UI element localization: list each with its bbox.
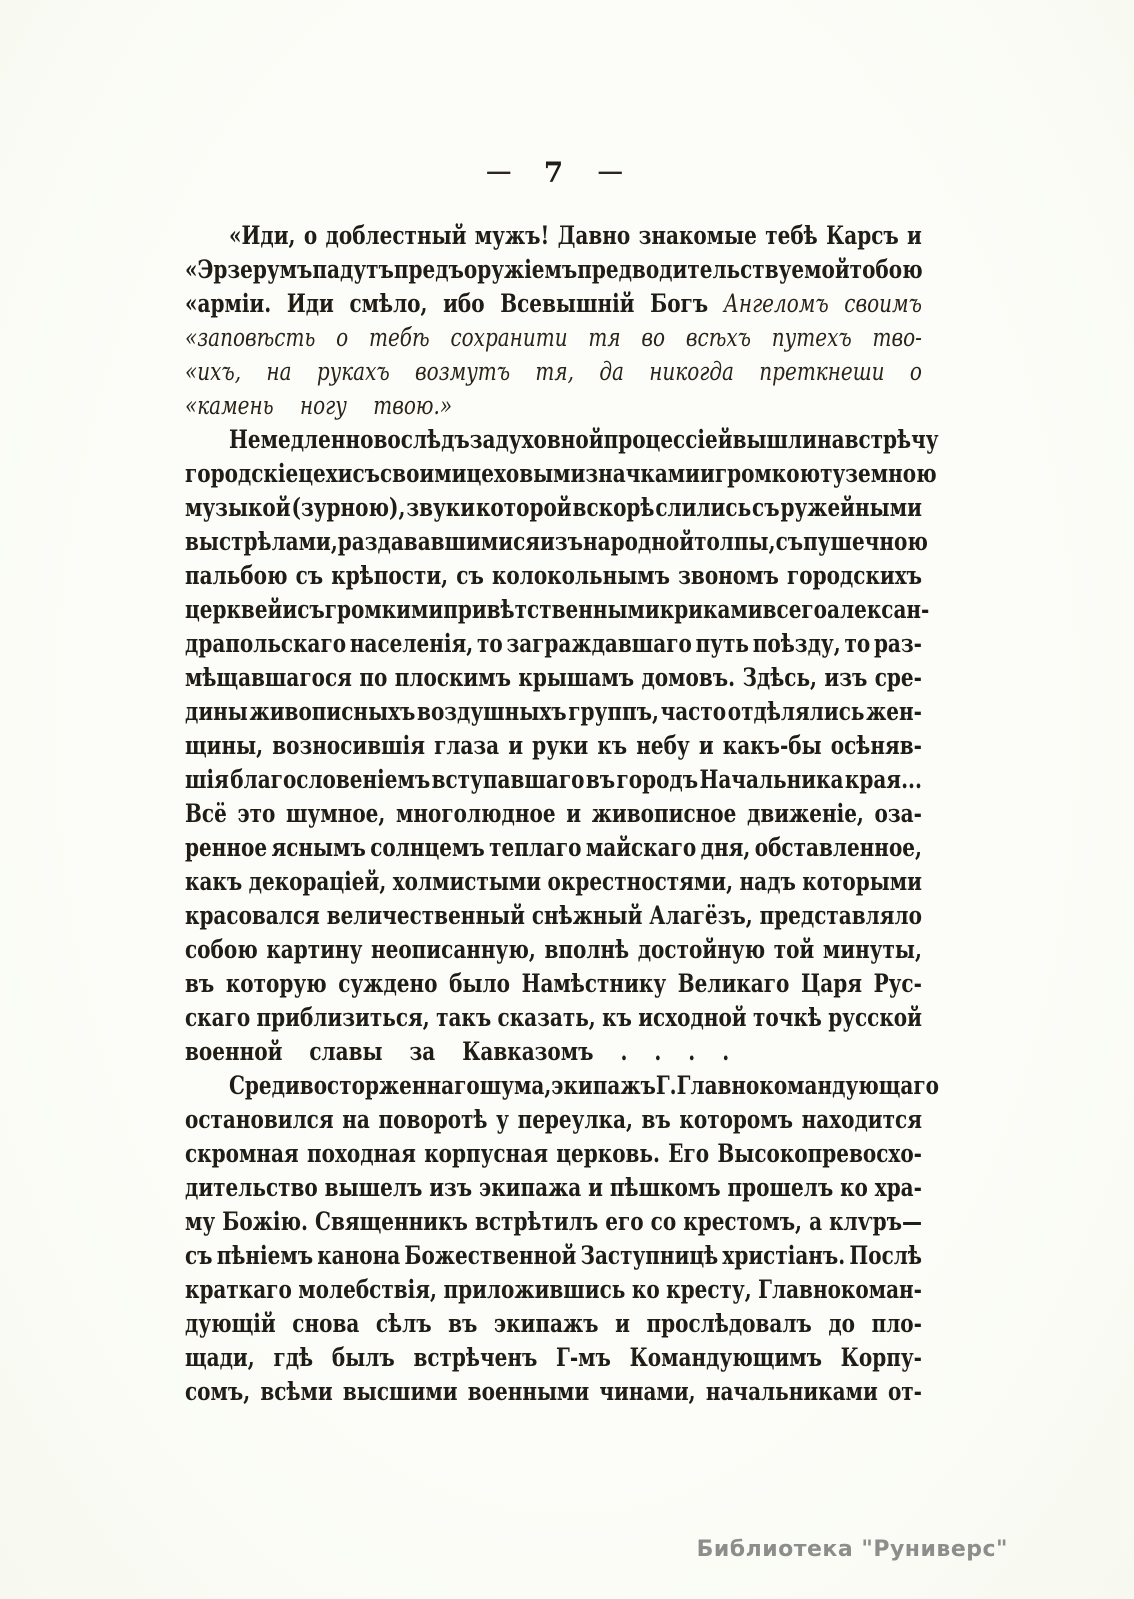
- word: майскаго: [585, 831, 697, 863]
- word: домовъ.: [641, 661, 736, 693]
- word: ко: [840, 1171, 868, 1203]
- word: оружіемъ: [463, 253, 578, 285]
- word: изъ: [824, 661, 868, 693]
- word: Г-мъ: [556, 1341, 611, 1373]
- word: до: [828, 1307, 855, 1339]
- word: глаза: [434, 729, 500, 761]
- word: какъ: [185, 865, 243, 897]
- word: было: [449, 967, 510, 999]
- word: падутъ: [312, 253, 394, 285]
- word: щины,: [185, 729, 264, 761]
- word: встрѣчу: [844, 423, 939, 455]
- word: красовался: [185, 899, 320, 931]
- word: экипажа: [479, 1171, 582, 1203]
- word: его: [605, 1205, 644, 1237]
- word: какъ-бы: [722, 729, 822, 761]
- word: руки: [532, 729, 589, 761]
- word: тво-: [872, 321, 922, 353]
- word: Высокопревосхо-: [717, 1137, 922, 1169]
- word: вышелъ: [324, 1171, 423, 1203]
- word: это: [237, 797, 276, 829]
- word: за: [469, 423, 496, 455]
- word: края...: [844, 763, 922, 795]
- word: колокольнымъ: [491, 559, 671, 591]
- word: то: [476, 627, 503, 659]
- word: ренное: [185, 831, 268, 863]
- word: поворотѣ: [378, 1103, 488, 1135]
- word: крестомъ,: [683, 1205, 803, 1237]
- word: шума,: [479, 1069, 552, 1101]
- word: тобою: [849, 253, 923, 285]
- word: и: [282, 593, 298, 625]
- word: Давно: [557, 219, 631, 251]
- word: съ: [456, 559, 484, 591]
- word: картину: [266, 933, 363, 965]
- word: громкими: [324, 593, 444, 625]
- word: криками: [659, 593, 763, 625]
- word: которомъ: [679, 1103, 793, 1135]
- word: живописныхъ: [249, 695, 416, 727]
- word: никогда: [649, 355, 734, 387]
- word: Послѣ: [849, 1239, 922, 1271]
- word: Иди: [286, 287, 334, 319]
- word: пло-: [871, 1307, 922, 1339]
- word: звономъ: [678, 559, 779, 591]
- word: плоскимъ: [394, 661, 511, 693]
- word: исходной: [638, 1001, 747, 1033]
- word: смѣло,: [349, 287, 428, 319]
- word: скаго: [185, 1001, 251, 1033]
- word: декораціей,: [248, 865, 387, 897]
- word: народной: [583, 525, 695, 557]
- word: путехъ: [771, 321, 852, 353]
- word: яснымъ: [271, 831, 366, 863]
- word: и: [566, 797, 582, 829]
- word: от-: [887, 1375, 922, 1407]
- word: окрестностями,: [547, 865, 734, 897]
- word: походная: [306, 1137, 416, 1169]
- word: живописное: [591, 797, 737, 829]
- word: возмутъ: [415, 355, 511, 387]
- word: военными: [467, 1375, 590, 1407]
- word: да: [599, 355, 624, 387]
- word: краткаго: [185, 1273, 292, 1305]
- word: мужъ!: [474, 219, 550, 251]
- word: доблестный: [325, 219, 467, 251]
- library-watermark: Библиотека "Руниверс": [696, 1537, 1008, 1562]
- word: приблизиться,: [256, 1001, 430, 1033]
- word: достойную: [637, 933, 766, 965]
- word: заграждавшаго: [506, 627, 692, 659]
- word: осѣняв-: [830, 729, 922, 761]
- word: Ангеломъ: [723, 287, 829, 319]
- word: ружейными: [780, 491, 922, 523]
- word: Царя: [800, 967, 862, 999]
- word: щади,: [185, 1341, 255, 1373]
- word: музыкой: [185, 491, 291, 523]
- page-number-left-dash: —: [485, 160, 510, 184]
- word: Начальника: [699, 763, 844, 795]
- word: дительство: [185, 1171, 318, 1203]
- word: въ: [641, 1103, 671, 1135]
- word: всего: [762, 593, 828, 625]
- word: тебѣ: [765, 219, 818, 251]
- word: пѣніемъ: [216, 1239, 314, 1271]
- word: сказать,: [497, 1001, 596, 1033]
- word: Немедленно: [229, 423, 374, 455]
- word: канона: [317, 1239, 401, 1271]
- word: всѣми: [260, 1375, 333, 1407]
- word: дня,: [700, 831, 751, 863]
- word: Божію.: [222, 1205, 308, 1237]
- word: неописанную,: [370, 933, 536, 965]
- word: Рус-: [873, 967, 922, 999]
- word: у: [496, 1103, 509, 1135]
- word: надъ: [739, 865, 796, 897]
- word: молебствія,: [298, 1273, 437, 1305]
- word: звуки: [406, 491, 476, 523]
- word: городскихъ: [787, 559, 922, 591]
- word: му: [185, 1205, 216, 1237]
- word: о: [909, 355, 922, 387]
- word: жен-: [866, 695, 922, 727]
- word: населенія,: [349, 627, 474, 659]
- word: значками: [585, 457, 700, 489]
- word: во: [641, 321, 666, 353]
- word: и: [698, 729, 714, 761]
- word: то: [844, 627, 871, 659]
- word: корпусная: [424, 1137, 548, 1169]
- word: церквей: [185, 593, 283, 625]
- word: встрѣченъ: [413, 1341, 538, 1373]
- word: многолюдное: [396, 797, 556, 829]
- word: драпольскаго: [185, 627, 347, 659]
- word: всѣхъ: [685, 321, 751, 353]
- word: по: [359, 661, 388, 693]
- word: Намѣстнику: [521, 967, 667, 999]
- word: «Эрзерумъ: [185, 253, 313, 285]
- word: о: [303, 219, 318, 251]
- word: «Иди,: [229, 219, 296, 251]
- word: путь: [695, 627, 749, 659]
- word: крышамъ: [518, 661, 635, 693]
- word: восторженнаго: [299, 1069, 480, 1101]
- word: пушечною: [803, 525, 928, 557]
- page-number: 7: [543, 155, 564, 189]
- word: такъ: [436, 1001, 492, 1033]
- word: вослѣдъ: [373, 423, 470, 455]
- word: цехи: [298, 457, 353, 489]
- word: вступавшаго: [431, 763, 585, 795]
- word: въ: [448, 1307, 478, 1339]
- word: «ихъ,: [185, 355, 242, 387]
- word: сѣлъ: [375, 1307, 432, 1339]
- word: рукахъ: [316, 355, 390, 387]
- word: пальбою: [185, 559, 288, 591]
- word: знакомые: [638, 219, 757, 251]
- word: теплаго: [489, 831, 582, 863]
- word: «арміи.: [185, 287, 272, 319]
- word: духовной: [495, 423, 604, 455]
- word: собою: [185, 933, 258, 965]
- word: минуты,: [822, 933, 922, 965]
- word: солнцемъ: [370, 831, 485, 863]
- word: вскорѣ: [572, 491, 655, 523]
- word: съ: [295, 559, 324, 591]
- word: раз-: [873, 627, 922, 659]
- word: туземною: [820, 457, 937, 489]
- word: и: [508, 729, 524, 761]
- word: съ: [775, 525, 804, 557]
- word: съ: [297, 593, 325, 625]
- word: и: [700, 457, 715, 489]
- word: обставленное,: [754, 831, 922, 863]
- word: прослѣдовалъ: [646, 1307, 812, 1339]
- word: воздушныхъ: [417, 695, 567, 727]
- word: переулка,: [517, 1103, 633, 1135]
- word: преткнеши: [759, 355, 885, 387]
- word: вышли: [732, 423, 817, 455]
- word: мѣщавшагося: [185, 661, 352, 693]
- word: Священникъ: [315, 1205, 468, 1237]
- text-block: [185, 218, 939, 1408]
- word: шія: [185, 763, 229, 795]
- word: часто: [660, 695, 727, 727]
- word: къ: [597, 729, 628, 761]
- word: а: [809, 1205, 823, 1237]
- word: своими: [380, 457, 467, 489]
- word: представляло: [759, 899, 922, 931]
- word: холмистыми: [392, 865, 542, 897]
- word: городскіе: [185, 457, 299, 489]
- word: и: [588, 1171, 604, 1203]
- word: Главнокомандующаго: [676, 1069, 939, 1101]
- word: съ: [352, 457, 380, 489]
- word: которой: [475, 491, 572, 523]
- word: клѵръ—: [829, 1205, 922, 1237]
- word: той: [773, 933, 815, 965]
- word: раздававшимися: [337, 525, 541, 557]
- word: слились: [655, 491, 752, 523]
- word: на: [816, 423, 845, 455]
- word: приложившись: [443, 1273, 626, 1305]
- word: въ: [585, 763, 616, 795]
- word: съ: [752, 491, 780, 523]
- word: Алагёзъ,: [649, 899, 753, 931]
- word: экипажъ: [551, 1069, 656, 1101]
- word: движеніе,: [746, 797, 864, 829]
- word: вполнѣ: [544, 933, 630, 965]
- word: оза-: [874, 797, 922, 829]
- word: возносившія: [272, 729, 425, 761]
- text-segment: «камень ногу твою.»: [185, 389, 453, 421]
- word: скромная: [185, 1137, 299, 1169]
- page-number-header: [185, 152, 922, 192]
- word: которую: [225, 967, 327, 999]
- word: привѣтственными: [443, 593, 660, 625]
- word: Богъ: [650, 287, 709, 319]
- word: городъ: [616, 763, 699, 795]
- word: Божественной: [404, 1239, 577, 1271]
- word: благословеніемъ: [230, 763, 431, 795]
- word: Всё: [185, 797, 227, 829]
- text-line: [185, 1369, 922, 1413]
- word: со: [650, 1205, 677, 1237]
- word: Всевышній: [500, 287, 635, 319]
- word: точкѣ: [752, 1001, 822, 1033]
- word: гдѣ: [273, 1341, 314, 1373]
- word: суждено: [338, 967, 438, 999]
- word: хра-: [874, 1171, 922, 1203]
- word: толпы,: [694, 525, 776, 557]
- word: изъ: [429, 1171, 473, 1203]
- word: дующій: [185, 1307, 276, 1339]
- word: на: [266, 355, 292, 387]
- word: былъ: [331, 1341, 395, 1373]
- word: Его: [668, 1137, 710, 1169]
- word: ко: [631, 1273, 660, 1305]
- word: тя,: [535, 355, 574, 387]
- word: встрѣтилъ: [474, 1205, 599, 1237]
- word: поѣзду,: [752, 627, 841, 659]
- word: пѣшкомъ: [609, 1171, 721, 1203]
- word: небу: [636, 729, 690, 761]
- word: цеховыми: [466, 457, 586, 489]
- word: экипажъ: [493, 1307, 599, 1339]
- word: христіанъ.: [722, 1239, 846, 1271]
- word: Г.: [655, 1069, 677, 1101]
- word: снова: [292, 1307, 360, 1339]
- word: находится: [801, 1103, 922, 1135]
- word: предъ: [393, 253, 464, 285]
- word: церковь.: [556, 1137, 660, 1169]
- word: Командующимъ: [629, 1341, 822, 1373]
- word: въ: [185, 967, 215, 999]
- word: снѣжный: [531, 899, 643, 931]
- word: крѣпости,: [331, 559, 449, 591]
- word: сохранити: [450, 321, 568, 353]
- word: Главнокоман-: [758, 1273, 922, 1305]
- word: къ: [602, 1001, 632, 1033]
- word: выстрѣлами,: [185, 525, 338, 557]
- word: громкою: [714, 457, 821, 489]
- word: алексан-: [827, 593, 930, 625]
- word: Карсъ: [826, 219, 899, 251]
- word: Среди: [229, 1069, 300, 1101]
- word: чинами,: [599, 1375, 696, 1407]
- word: съ: [185, 1239, 213, 1271]
- word: прошелъ: [727, 1171, 834, 1203]
- word: и: [615, 1307, 630, 1339]
- word: на: [342, 1103, 370, 1135]
- word: шумное,: [286, 797, 386, 829]
- word: и: [907, 219, 922, 251]
- word: о: [336, 321, 349, 353]
- word: остановился: [185, 1103, 334, 1135]
- word: (зурною),: [291, 491, 406, 523]
- word: Корпу-: [840, 1341, 922, 1373]
- word: которыми: [802, 865, 922, 897]
- word: тебѣ: [368, 321, 430, 353]
- word: тя: [588, 321, 621, 353]
- word: сре-: [874, 661, 922, 693]
- word: Заступницѣ: [580, 1239, 719, 1271]
- word: Великаго: [677, 967, 790, 999]
- word: Здѣсь,: [742, 661, 817, 693]
- word: предводительствуемой: [577, 253, 850, 285]
- word: кресту,: [666, 1273, 752, 1305]
- word: «заповѣсть: [185, 321, 316, 353]
- word: сомъ,: [185, 1375, 251, 1407]
- word: высшими: [342, 1375, 458, 1407]
- word: дины: [185, 695, 248, 727]
- word: отдѣлялись: [727, 695, 865, 727]
- word: начальниками: [705, 1375, 878, 1407]
- word: ибо: [443, 287, 485, 319]
- word: русской: [828, 1001, 922, 1033]
- page-number-right-dash: —: [597, 160, 622, 184]
- word: группъ,: [568, 695, 659, 727]
- word: величественный: [326, 899, 525, 931]
- word: своимъ: [844, 287, 922, 319]
- word: процессіей: [603, 423, 733, 455]
- word: изъ: [540, 525, 583, 557]
- text-segment: военной славы за Кавказомъ . . . .: [185, 1035, 730, 1067]
